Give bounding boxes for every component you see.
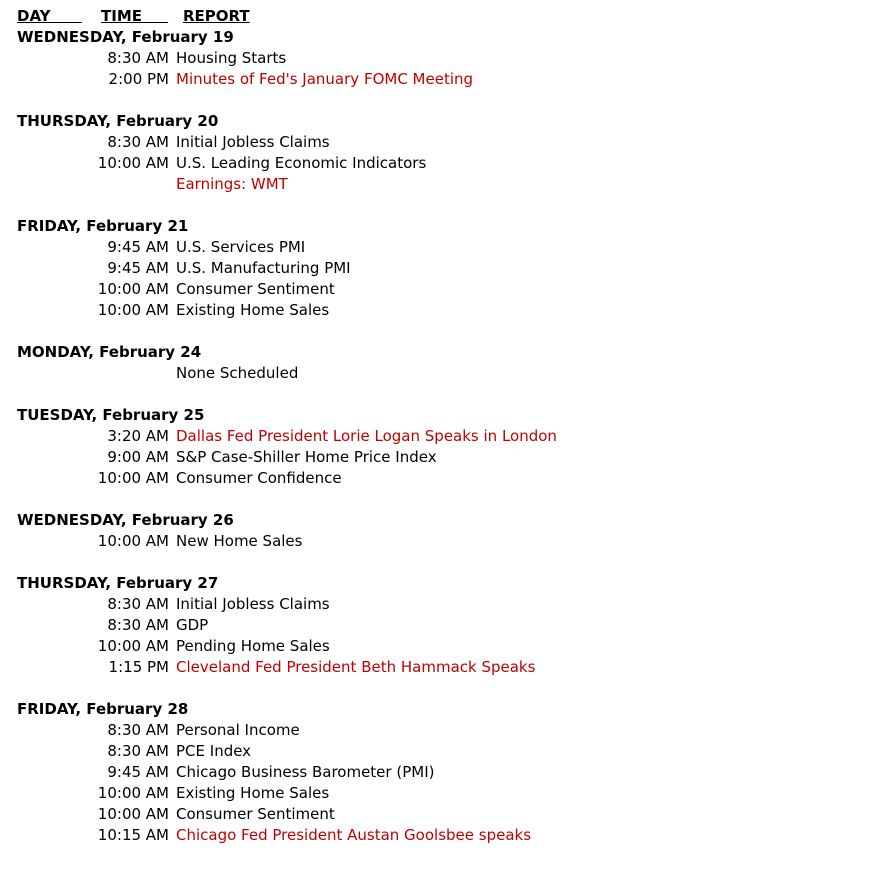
event-report: Initial Jobless Claims (176, 133, 330, 151)
event-time: 8:30 AM (107, 49, 169, 67)
day-block (0, 195, 894, 321)
day-block (0, 90, 894, 195)
day-title: FRIDAY, February 28 (17, 700, 189, 718)
event-time: 10:00 AM (97, 532, 169, 550)
spacer (0, 195, 894, 216)
event-report: Existing Home Sales (176, 301, 330, 319)
event-report: Consumer Sentiment (176, 280, 335, 298)
event-time: 10:00 AM (97, 154, 169, 172)
event-time: 9:45 AM (107, 763, 169, 781)
event-time: 1:15 PM (108, 658, 169, 676)
event-report: Chicago Business Barometer (PMI) (176, 763, 435, 781)
event-report: GDP (176, 616, 209, 634)
day-title: MONDAY, February 24 (17, 343, 202, 361)
event-report: S&P Case-Shiller Home Price Index (176, 448, 437, 466)
spacer (0, 384, 894, 405)
day-block (0, 384, 894, 489)
event-report-highlighted: Minutes of Fed's January FOMC Meeting (176, 70, 474, 88)
event-row (0, 762, 894, 783)
event-report-highlighted: Earnings: WMT (176, 175, 288, 193)
day-block (0, 552, 894, 678)
event-report: PCE Index (176, 742, 252, 760)
event-row (0, 447, 894, 468)
event-row (0, 300, 894, 321)
event-time: 9:00 AM (107, 448, 169, 466)
event-row (0, 69, 894, 90)
event-row (0, 531, 894, 552)
event-row (0, 426, 894, 447)
time-column-header: TIME (101, 7, 169, 25)
event-row (0, 783, 894, 804)
event-row (0, 363, 894, 384)
event-row (0, 741, 894, 762)
event-row (0, 720, 894, 741)
event-row (0, 636, 894, 657)
day-title: THURSDAY, February 20 (17, 112, 219, 130)
event-time: 10:15 AM (97, 826, 169, 844)
spacer (0, 321, 894, 342)
event-time: 10:00 AM (97, 637, 169, 655)
event-report-highlighted: Dallas Fed President Lorie Logan Speaks in London (176, 427, 557, 445)
event-time: 8:30 AM (107, 616, 169, 634)
event-row (0, 132, 894, 153)
spacer (0, 489, 894, 510)
event-row (0, 258, 894, 279)
event-time (0, 363, 176, 384)
event-report: U.S. Services PMI (176, 238, 306, 256)
event-time (0, 174, 176, 195)
event-row (0, 48, 894, 69)
event-time: 2:00 PM (108, 70, 169, 88)
event-time: 9:45 AM (107, 238, 169, 256)
event-time: 8:30 AM (107, 721, 169, 739)
event-row (0, 174, 894, 195)
day-title: TUESDAY, February 25 (17, 406, 205, 424)
event-report: Initial Jobless Claims (176, 595, 330, 613)
event-row (0, 825, 894, 846)
event-row (0, 615, 894, 636)
day-column-header: DAY (17, 7, 82, 25)
event-row (0, 804, 894, 825)
event-report: Housing Starts (176, 49, 287, 67)
event-row (0, 153, 894, 174)
event-report: Pending Home Sales (176, 637, 330, 655)
event-time: 8:30 AM (107, 742, 169, 760)
day-block (0, 489, 894, 552)
event-report: Consumer Confidence (176, 469, 342, 487)
event-report: Consumer Sentiment (176, 805, 335, 823)
day-block (0, 321, 894, 384)
event-time: 10:00 AM (97, 301, 169, 319)
event-row (0, 594, 894, 615)
event-time: 9:45 AM (107, 259, 169, 277)
event-time: 8:30 AM (107, 133, 169, 151)
event-report-highlighted: Cleveland Fed President Beth Hammack Speaks (176, 658, 536, 676)
event-time: 10:00 AM (97, 280, 169, 298)
spacer (0, 90, 894, 111)
event-report: Existing Home Sales (176, 784, 330, 802)
spacer (0, 552, 894, 573)
event-row (0, 279, 894, 300)
day-title: WEDNESDAY, February 26 (17, 511, 234, 529)
event-row (0, 237, 894, 258)
day-block (0, 27, 894, 90)
day-block (0, 678, 894, 846)
event-report: New Home Sales (176, 532, 303, 550)
event-row (0, 657, 894, 678)
event-report: Personal Income (176, 721, 300, 739)
event-report: U.S. Leading Economic Indicators (176, 154, 427, 172)
spacer (0, 678, 894, 699)
event-report-highlighted: Chicago Fed President Austan Goolsbee speaks (176, 826, 532, 844)
event-report: U.S. Manufacturing PMI (176, 259, 351, 277)
column-header-row (17, 6, 894, 27)
schedule-list (0, 27, 894, 846)
event-report: None Scheduled (176, 364, 299, 382)
day-title: THURSDAY, February 27 (17, 574, 219, 592)
day-title: FRIDAY, February 21 (17, 217, 189, 235)
event-time: 10:00 AM (97, 469, 169, 487)
report-column-header: REPORT (183, 7, 250, 25)
event-time: 8:30 AM (107, 595, 169, 613)
event-time: 10:00 AM (97, 784, 169, 802)
event-time: 10:00 AM (97, 805, 169, 823)
day-title: WEDNESDAY, February 19 (17, 28, 234, 46)
event-time: 3:20 AM (107, 427, 169, 445)
event-row (0, 468, 894, 489)
